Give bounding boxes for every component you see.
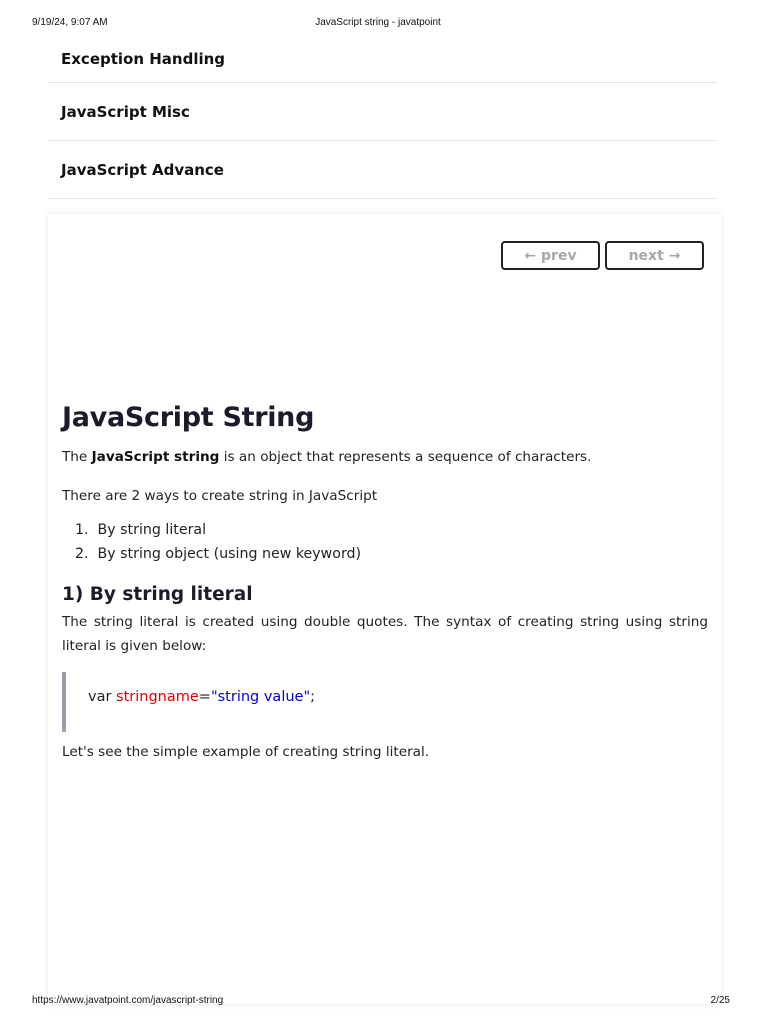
list-item-number: 2. <box>75 546 89 562</box>
section-description: The string literal is created using double quotes. The syntax of creating string using string literal is given below: <box>62 614 708 654</box>
print-page-title: JavaScript string - javatpoint <box>315 17 441 28</box>
code-snippet <box>62 672 708 732</box>
print-header <box>32 17 724 31</box>
prev-button[interactable]: ← prev <box>501 241 600 270</box>
code-keyword: var <box>88 689 117 705</box>
code-operator: = <box>198 689 211 705</box>
menu-item-javascript-misc[interactable]: JavaScript Misc <box>48 83 717 141</box>
list-item <box>75 542 708 566</box>
print-page-number: 2/25 <box>710 995 730 1006</box>
intro-prefix: The <box>62 449 92 465</box>
list-item <box>75 518 708 542</box>
menu-item-javascript-advance[interactable]: JavaScript Advance <box>48 141 717 199</box>
article-content <box>62 402 708 764</box>
ways-intro-paragraph: There are 2 ways to create string in JavaScript <box>62 488 378 504</box>
content-card <box>48 214 721 1004</box>
ways-list <box>62 518 708 566</box>
code-variable: stringname <box>116 689 199 705</box>
tutorial-menu <box>48 36 717 199</box>
list-item-text: By string object (using new keyword) <box>97 546 362 562</box>
print-url: https://www.javatpoint.com/javascript-string <box>32 995 224 1006</box>
print-datetime: 9/19/24, 9:07 AM <box>32 17 108 28</box>
next-button[interactable]: next → <box>605 241 704 270</box>
print-footer <box>32 995 730 1009</box>
menu-item-exception-handling[interactable]: Exception Handling <box>48 36 717 83</box>
list-item-number: 1. <box>75 522 89 538</box>
intro-paragraph <box>62 445 708 469</box>
page-title: JavaScript String <box>62 402 315 433</box>
list-item-text: By string literal <box>97 522 207 538</box>
intro-bold-term: JavaScript string <box>91 449 220 465</box>
intro-suffix: is an object that represents a sequence of characters. <box>219 449 592 465</box>
section-heading-string-literal: 1) By string literal <box>62 584 253 605</box>
example-intro-paragraph: Let's see the simple example of creating string literal. <box>62 744 430 760</box>
code-terminator: ; <box>310 689 316 705</box>
code-string: "string value" <box>210 689 311 705</box>
